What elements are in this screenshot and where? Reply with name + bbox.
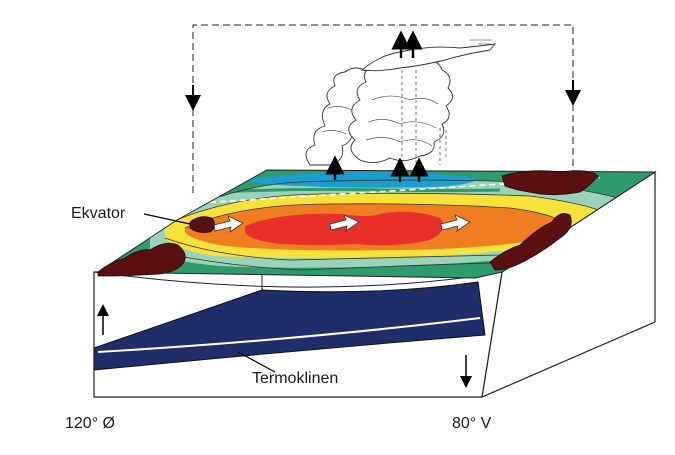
west-longitude-label: 120° Ø (65, 415, 115, 432)
convection-clouds (306, 40, 495, 170)
equator-label: Ekvator (71, 205, 126, 222)
land-west-island (190, 217, 215, 233)
east-longitude-label: 80° V (452, 415, 492, 432)
thermocline-label: Termoklinen (252, 370, 339, 387)
